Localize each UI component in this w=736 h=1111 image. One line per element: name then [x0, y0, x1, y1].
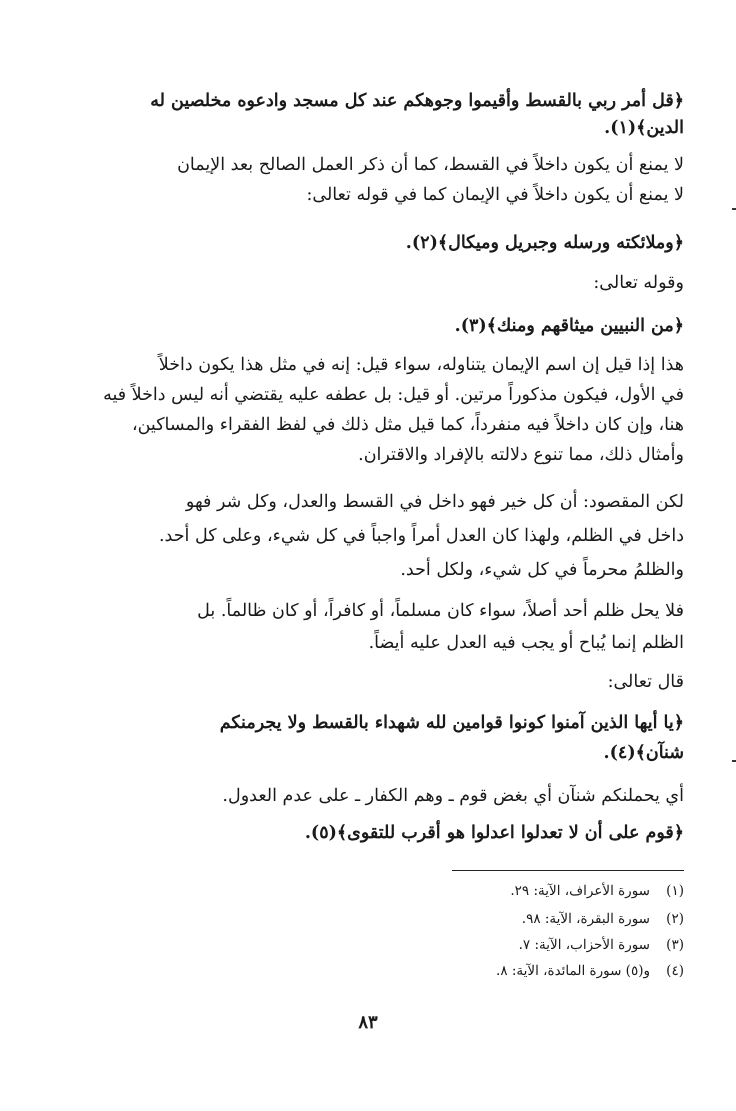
body-line: قال تعالى:: [607, 672, 684, 692]
body-line: لا يمنع أن يكون داخلاً في الإيمان كما في قوله تعالى:: [306, 185, 684, 205]
scan-edge-mark: [732, 760, 736, 762]
scan-edge-mark: [732, 208, 736, 210]
footnote-text: سورة الأعراف، الآية: ٢٩.: [510, 883, 650, 899]
footnote: [519, 934, 684, 956]
verse-line: ﴿وملائكته ورسله وجبريل وميكال﴾(٢).: [405, 233, 684, 253]
footnote-number: (٣): [666, 937, 684, 953]
footnote-number: (٤): [666, 963, 684, 979]
body-line: لا يمنع أن يكون داخلاً في القسط، كما أن ذكر العمل الصالح بعد الإيمان: [177, 155, 684, 175]
footnote-text: سورة البقرة، الآية: ٩٨.: [521, 911, 650, 927]
footnote: [496, 960, 684, 982]
body-line: فلا يحل ظلم أحد أصلاً، سواء كان مسلماً، أو كافراً، أو كان ظالماً. بل: [197, 601, 684, 621]
body-line: الظلم إنما يُباح أو يجب فيه العدل عليه أيضاً.: [368, 633, 684, 653]
verse-line: شنآن﴾(٤).: [603, 743, 684, 763]
body-line: وأمثال ذلك، مما تنوع دلالته بالإفراد والاقتران.: [358, 445, 684, 465]
footnote-text: و(٥) سورة المائدة، الآية: ٨.: [496, 963, 650, 979]
verse-line: ﴿قل أمر ربي بالقسط وأقيموا وجوهكم عند كل مسجد وادعوه مخلصين له: [150, 91, 684, 111]
body-line: لكن المقصود: أن كل خير فهو داخل في القسط والعدل، وكل شر فهو: [185, 492, 684, 512]
footnote-text: سورة الأحزاب، الآية: ٧.: [518, 937, 650, 953]
footnote-divider: [452, 870, 684, 871]
body-line: في الأول، فيكون مذكوراً مرتين. أو قيل: بل عطفه عليه يقتضي أنه ليس داخلاً فيه: [103, 385, 684, 405]
footnote: [510, 880, 684, 902]
body-line: والظلمُ محرماً في كل شيء، ولكل أحد.: [400, 560, 684, 580]
verse-line: الدين﴾(١).: [604, 118, 684, 138]
body-line: هذا إذا قيل إن اسم الإيمان يتناوله، سواء قيل: إنه في مثل هذا يكون داخلاً: [158, 355, 684, 375]
footnote-number: (٢): [666, 911, 684, 927]
footnote-number: (١): [666, 883, 684, 899]
body-line: هنا، وإن كان داخلاً فيه منفرداً، كما قيل مثل ذلك في لفظ الفقراء والمساكين،: [131, 415, 684, 435]
verse-line: ﴿قوم على أن لا تعدلوا اعدلوا هو أقرب للتقوى﴾(٥).: [304, 823, 684, 843]
verse-line: ﴿يا أيها الذين آمنوا كونوا قوامين لله شهداء بالقسط ولا يجرمنكم: [219, 713, 684, 733]
verse-line: ﴿من النبيين ميثاقهم ومنك﴾(٣).: [454, 316, 684, 336]
body-line: أي يحملنكم شنآن أي بغض قوم ـ وهم الكفار ـ على عدم العدول.: [222, 786, 684, 806]
body-line: داخل في الظلم، ولهذا كان العدل أمراً واجباً في كل شيء، وعلى كل أحد.: [158, 526, 684, 546]
page-number: ٨٣: [358, 1012, 378, 1033]
body-line: وقوله تعالى:: [593, 273, 684, 293]
footnote: [522, 908, 684, 930]
